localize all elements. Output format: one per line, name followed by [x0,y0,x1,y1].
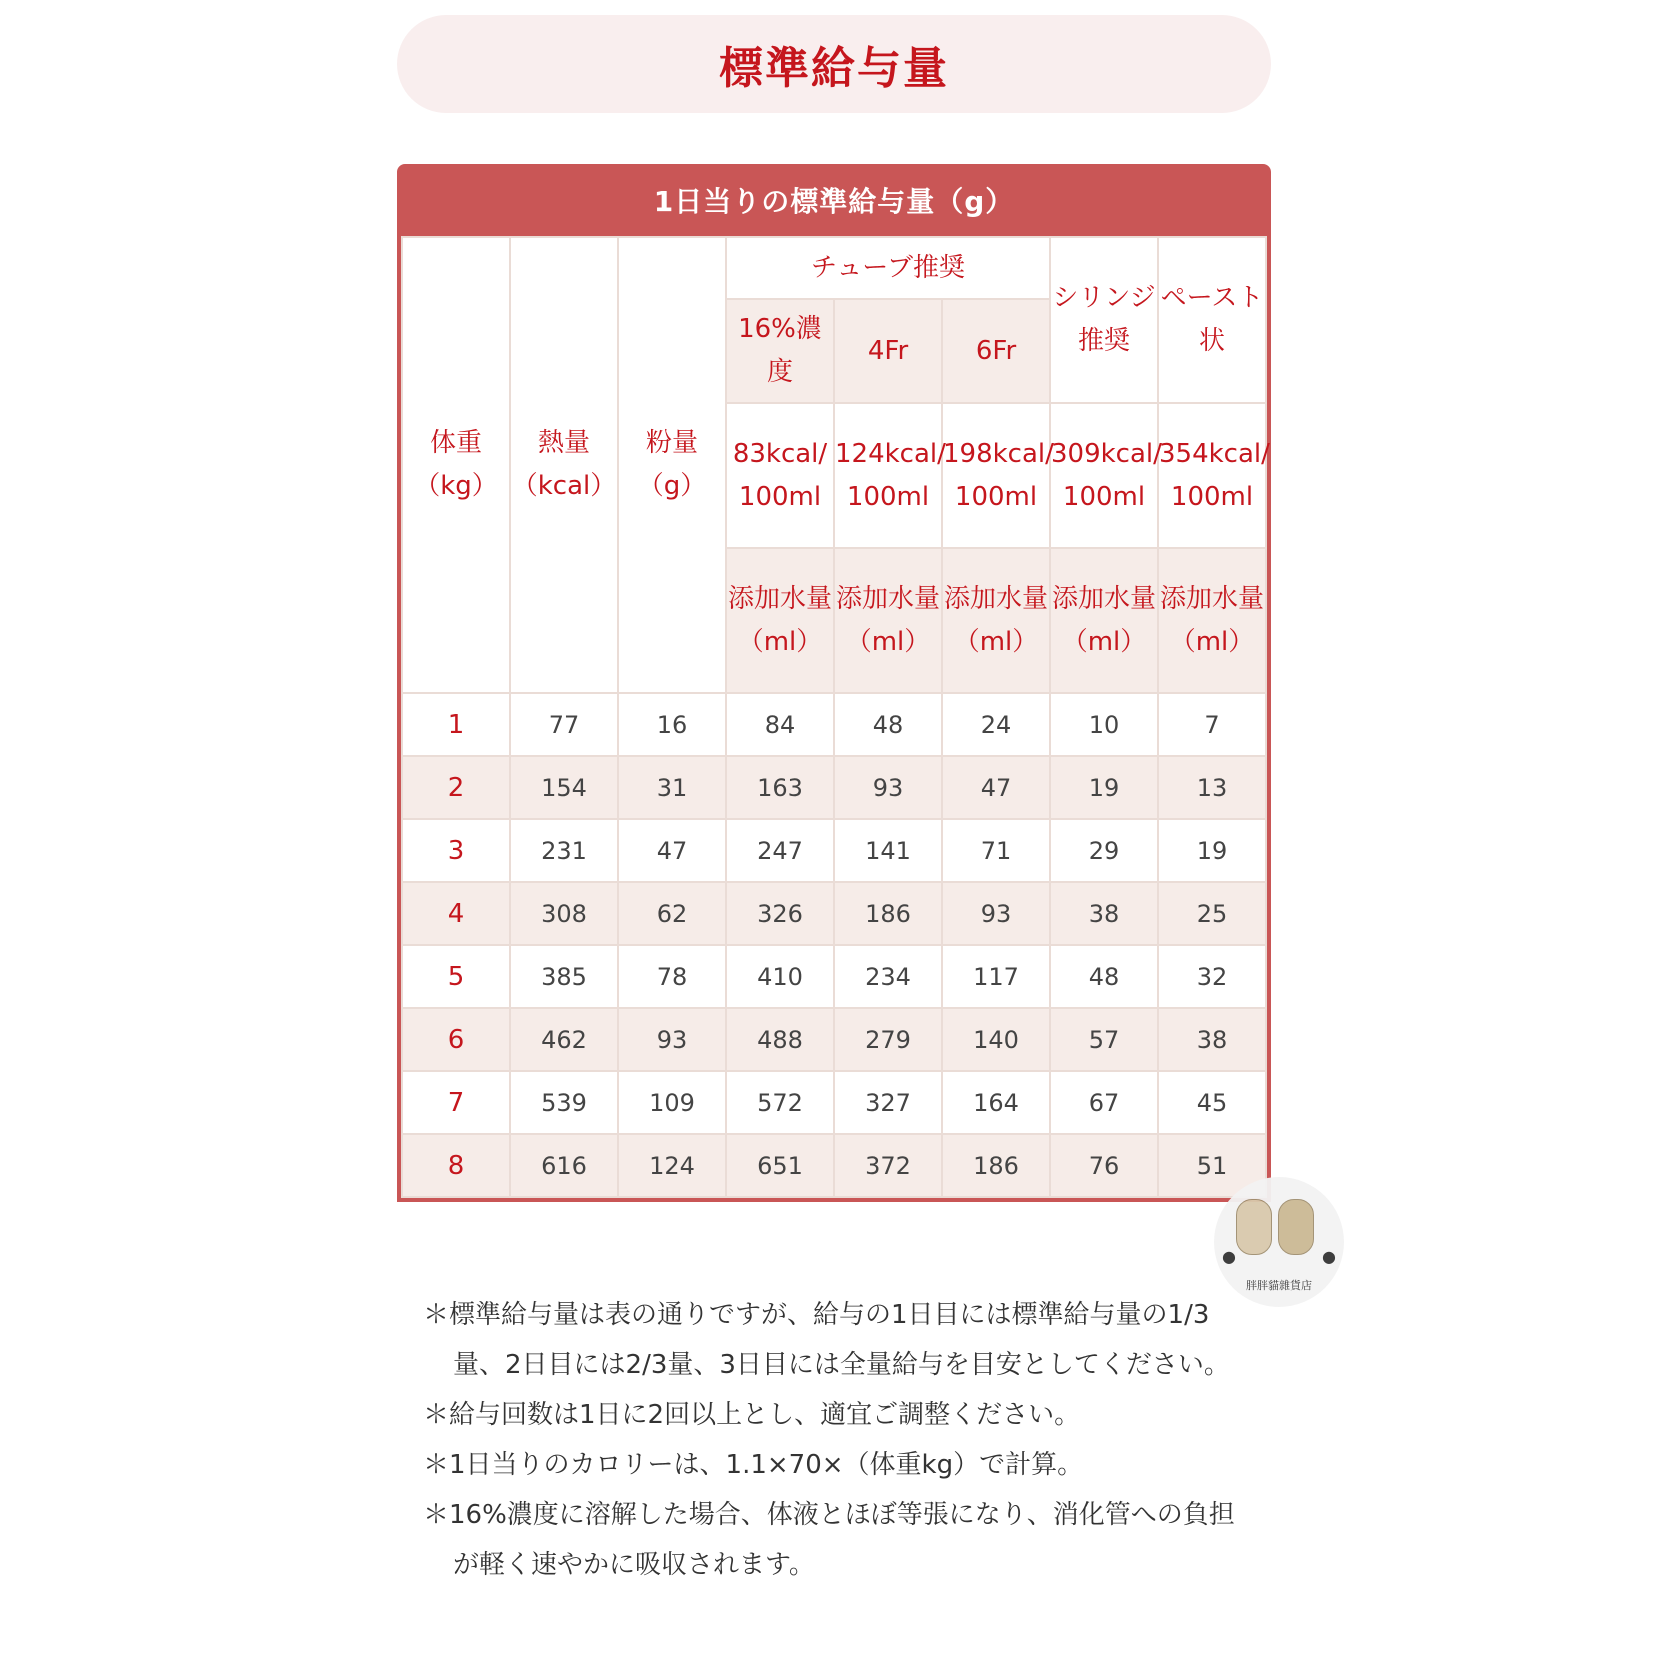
cell-weight: 1 [402,693,510,756]
header-powder: 粉量（g） [618,237,726,693]
cell-water-paste: 51 [1158,1134,1266,1197]
cell-weight: 5 [402,945,510,1008]
cell-water-4fr: 327 [834,1071,942,1134]
note-item: ＊給与回数は1日に2回以上とし、適宜ご調整ください。 [423,1400,1081,1430]
cell-water-paste: 32 [1158,945,1266,1008]
cell-powder: 124 [618,1134,726,1197]
cell-weight: 4 [402,882,510,945]
note-item: ＊16%濃度に溶解した場合、体液とほぼ等張になり、消化管への負担が軽く速やかに吸収されます。 [423,1500,1235,1580]
header-water-paste: 添加水量（ml） [1158,548,1266,693]
shop-watermark [1214,1177,1344,1307]
cell-calorie: 308 [510,882,618,945]
cell-water-16: 410 [726,945,834,1008]
cat-illustration-icon [1278,1199,1314,1255]
cell-water-syringe: 29 [1050,819,1158,882]
header-weight: 体重（kg） [402,237,510,693]
title-banner [397,15,1271,113]
cell-weight: 2 [402,756,510,819]
table-caption: 1日当りの標準給与量（g） [397,164,1271,236]
cell-water-16: 84 [726,693,834,756]
cell-water-6fr: 47 [942,756,1050,819]
cell-water-syringe: 76 [1050,1134,1158,1197]
table-row [402,1071,1266,1134]
cell-water-paste: 25 [1158,882,1266,945]
cell-water-syringe: 57 [1050,1008,1158,1071]
cell-water-16: 651 [726,1134,834,1197]
cell-powder: 16 [618,693,726,756]
cell-water-4fr: 48 [834,693,942,756]
cell-water-4fr: 141 [834,819,942,882]
header-conc-4fr: 124kcal/ 100ml [834,403,942,548]
header-syringe: シリンジ推奨 [1050,237,1158,403]
header-tube-group: チューブ推奨 [726,237,1050,299]
cell-water-paste: 45 [1158,1071,1266,1134]
table-row [402,1134,1266,1197]
cell-water-6fr: 117 [942,945,1050,1008]
feeding-table-card [397,164,1271,1202]
feeding-table [401,236,1270,1198]
table-row [402,882,1266,945]
cell-weight: 7 [402,1071,510,1134]
cell-powder: 78 [618,945,726,1008]
header-water-6fr: 添加水量（ml） [942,548,1050,693]
header-tube-6fr: 6Fr [942,299,1050,403]
paw-icon: ● [1322,1247,1336,1266]
header-tube-16: 16%濃度 [726,299,834,403]
note-item: ＊1日当りのカロリーは、1.1×70×（体重kg）で計算。 [423,1450,1084,1480]
cell-calorie: 616 [510,1134,618,1197]
cell-calorie: 231 [510,819,618,882]
cell-water-4fr: 234 [834,945,942,1008]
header-water-4fr: 添加水量（ml） [834,548,942,693]
cell-calorie: 462 [510,1008,618,1071]
cell-powder: 62 [618,882,726,945]
cell-water-4fr: 93 [834,756,942,819]
cell-water-4fr: 186 [834,882,942,945]
cell-calorie: 154 [510,756,618,819]
cat-illustration-icon [1236,1199,1272,1255]
cell-calorie: 539 [510,1071,618,1134]
header-water-16: 添加水量（ml） [726,548,834,693]
cell-weight: 8 [402,1134,510,1197]
note-item: ＊標準給与量は表の通りですが、給与の1日目には標準給与量の1/3量、2日目には2/3量、3日目には全量給与を目安としてください。 [423,1300,1230,1380]
cell-water-6fr: 24 [942,693,1050,756]
header-calorie: 熱量（kcal） [510,237,618,693]
cell-water-syringe: 67 [1050,1071,1158,1134]
cell-water-6fr: 93 [942,882,1050,945]
table-row [402,1008,1266,1071]
cell-powder: 47 [618,819,726,882]
table-row [402,945,1266,1008]
cell-water-16: 572 [726,1071,834,1134]
cell-water-syringe: 10 [1050,693,1158,756]
header-conc-syringe: 309kcal/ 100ml [1050,403,1158,548]
cell-water-paste: 19 [1158,819,1266,882]
cell-water-4fr: 372 [834,1134,942,1197]
cell-water-6fr: 164 [942,1071,1050,1134]
paw-icon: ● [1222,1247,1236,1266]
cell-water-syringe: 48 [1050,945,1158,1008]
cell-powder: 31 [618,756,726,819]
header-water-syringe: 添加水量（ml） [1050,548,1158,693]
header-conc-paste: 354kcal/ 100ml [1158,403,1266,548]
cell-water-16: 247 [726,819,834,882]
cell-weight: 6 [402,1008,510,1071]
cell-calorie: 385 [510,945,618,1008]
cell-water-syringe: 38 [1050,882,1158,945]
cell-powder: 109 [618,1071,726,1134]
cell-water-syringe: 19 [1050,756,1158,819]
cell-water-paste: 38 [1158,1008,1266,1071]
cell-water-16: 488 [726,1008,834,1071]
cell-water-paste: 13 [1158,756,1266,819]
cell-water-16: 163 [726,756,834,819]
cell-water-4fr: 279 [834,1008,942,1071]
watermark-label: 胖胖貓雜貨店 [1246,1279,1312,1292]
cell-water-6fr: 71 [942,819,1050,882]
cell-water-paste: 7 [1158,693,1266,756]
notes-section [423,1290,1243,1590]
table-row [402,756,1266,819]
header-conc-16: 83kcal/ 100ml [726,403,834,548]
table-row [402,819,1266,882]
header-tube-4fr: 4Fr [834,299,942,403]
cell-calorie: 77 [510,693,618,756]
page-title: 標準給与量 [719,43,949,94]
header-paste: ペースト状 [1158,237,1266,403]
table-row [402,693,1266,756]
cell-water-6fr: 186 [942,1134,1050,1197]
cell-powder: 93 [618,1008,726,1071]
cell-water-6fr: 140 [942,1008,1050,1071]
header-conc-6fr: 198kcal/ 100ml [942,403,1050,548]
cell-weight: 3 [402,819,510,882]
cell-water-16: 326 [726,882,834,945]
